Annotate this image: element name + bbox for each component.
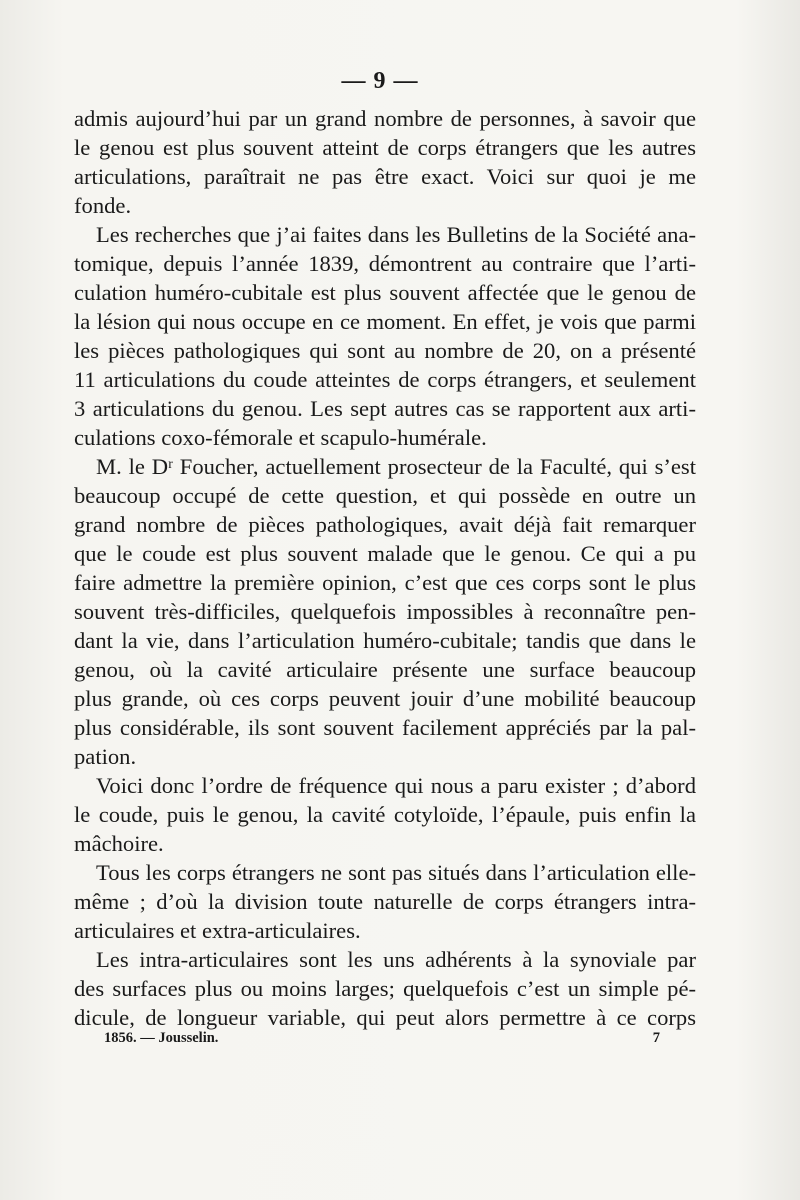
text-line: articulaires et extra-articulaires.: [74, 918, 361, 943]
text-line: mâchoire.: [74, 831, 164, 856]
text-line: les pièces pathologiques qui sont au nombre de 20, on a présenté: [74, 338, 696, 363]
text-line: culations coxo-fémorale et scapulo-humérale.: [74, 425, 487, 450]
text-line: Les recherches que j’ai faites dans les Bulletins de la Société ana-: [96, 222, 696, 247]
body-text: [74, 104, 696, 1032]
text-line: même ; d’où la division toute naturelle de corps étrangers intra-: [74, 889, 696, 914]
text-line: des surfaces plus ou moins larges; quelquefois c’est un simple pé-: [74, 976, 696, 1001]
text-line: pation.: [74, 744, 137, 769]
text-line: dicule, de longueur variable, qui peut alors permettre à ce corps: [74, 1005, 696, 1030]
text-line: le genou est plus souvent atteint de corps étrangers que les autres: [74, 135, 696, 160]
text-line: que le coude est plus souvent malade que le genou. Ce qui a pu: [74, 541, 696, 566]
text-line: admis aujourd’hui par un grand nombre de personnes, à savoir que: [74, 106, 696, 131]
text-line: culation huméro-cubitale est plus souvent affectée que le genou de: [74, 280, 696, 305]
text-line: souvent très-difficiles, quelquefois impossibles à reconnaître pen-: [74, 599, 696, 624]
text-line: 11 articulations du coude atteintes de corps étrangers, et seulement: [74, 367, 696, 392]
text-line: le coude, puis le genou, la cavité cotyloïde, l’épaule, puis enfin la: [74, 802, 696, 827]
text-line: articulations, paraîtrait ne pas être exact. Voici sur quoi je me: [74, 164, 696, 189]
text-line: plus grande, où ces corps peuvent jouir d’une mobilité beaucoup: [74, 686, 696, 711]
text-line: beaucoup occupé de cette question, et qui possède en outre un: [74, 483, 696, 508]
footer-sheet-number: 7: [652, 1030, 660, 1046]
text-line: Tous les corps étrangers ne sont pas situés dans l’articulation elle-: [96, 860, 696, 885]
text-line: genou, où la cavité articulaire présente une surface beaucoup: [74, 657, 696, 682]
text-line: Les intra-articulaires sont les uns adhérents à la synoviale par: [96, 947, 696, 972]
text-line: M. le Dʳ Foucher, actuellement prosecteur de la Faculté, qui s’est: [96, 454, 696, 479]
page-number: — 9 —: [341, 68, 419, 94]
text-line: la lésion qui nous occupe en ce moment. En effet, je vois que parmi: [74, 309, 696, 334]
text-line: 3 articulations du genou. Les sept autres cas se rapportent aux arti-: [74, 396, 696, 421]
text-line: grand nombre de pièces pathologiques, avait déjà fait remarquer: [74, 512, 696, 537]
text-line: faire admettre la première opinion, c’est que ces corps sont le plus: [74, 570, 696, 595]
footer-signature: 1856. — Jousselin.: [104, 1030, 219, 1046]
text-line: plus considérable, ils sont souvent facilement appréciés par la pal-: [74, 715, 696, 740]
page-footer: [104, 1030, 660, 1047]
text-line: fonde.: [74, 193, 132, 218]
text-line: dant la vie, dans l’articulation huméro-cubitale; tandis que dans le: [74, 628, 696, 653]
text-line: Voici donc l’ordre de fréquence qui nous a paru exister ; d’abord: [96, 773, 696, 798]
text-line: tomique, depuis l’année 1839, démontrent au contraire que l’arti-: [74, 251, 696, 276]
